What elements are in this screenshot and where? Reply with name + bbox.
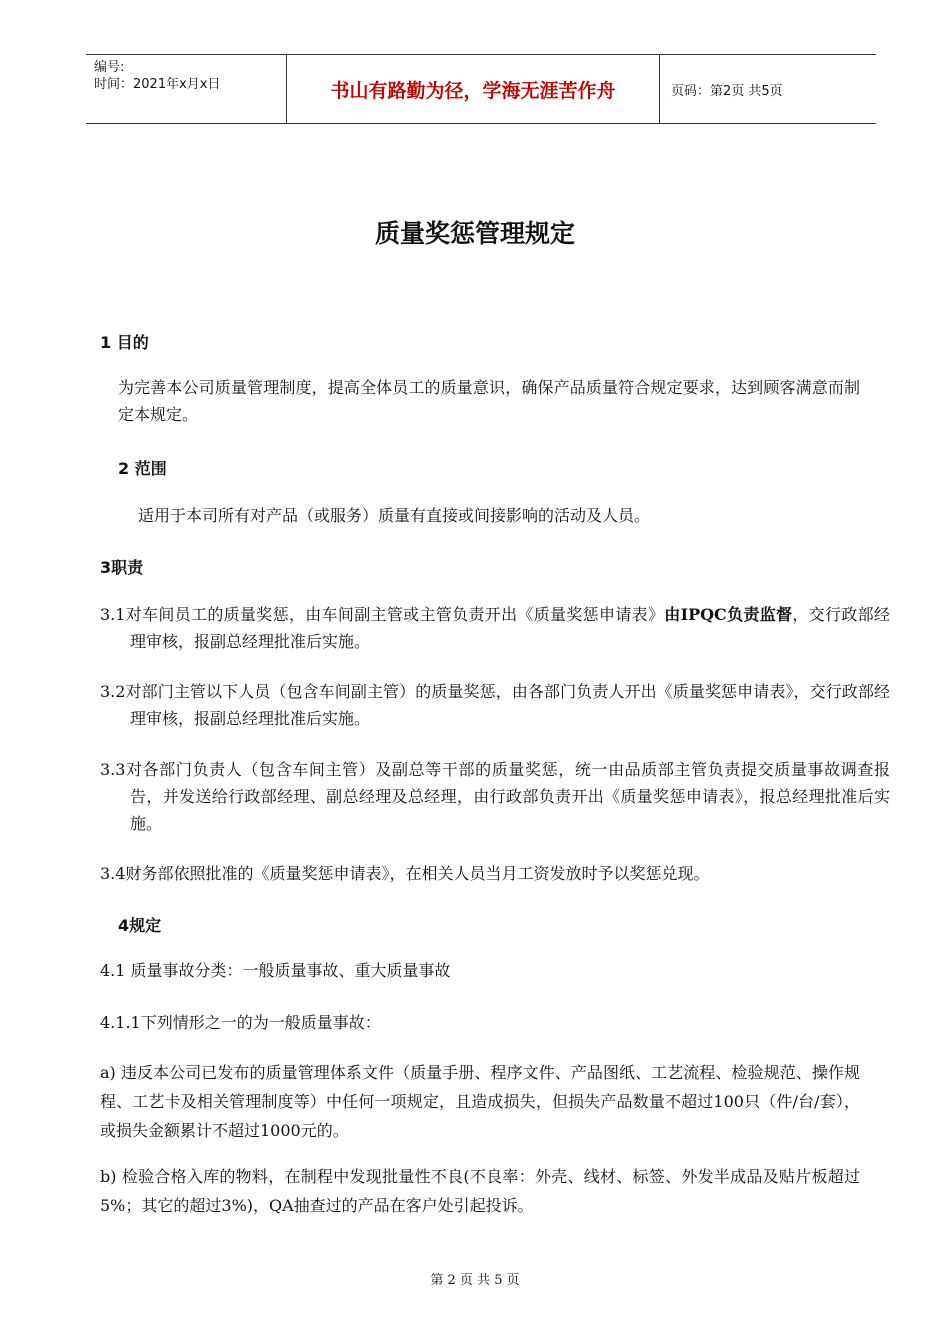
section-3-heading: 3职责	[100, 558, 144, 577]
header-page-number: 页码：第2页 共5页	[671, 83, 783, 99]
clause-3-3: 3.3对各部门负责人（包含车间主管）及副总等干部的质量奖惩，统一由品质部主管负责提交质量事故调查报告，并发送给行政部经理、副总经理及总经理，由行政部负责开出《质量奖惩申请表》，报总经理批准后实施。	[100, 760, 890, 833]
clause-item-a: a) 违反本公司已发布的质量管理体系文件（质量手册、程序文件、产品图纸、工艺流程、检验规范、操作规程、工艺卡及相关管理制度等）中任何一项规定，且造成损失，但损失产品数量不超过100只（件/台/套），或损失金额累计不超过1000元的。	[100, 1063, 860, 1140]
section-4-heading: 4规定	[118, 916, 162, 935]
clause-item-b: b) 检验合格入库的物料，在制程中发现批量性不良(不良率：外壳、线材、标签、外发半成品及贴片板超过5%；其它的超过3%)，QA抽查过的产品在客户处引起投诉。	[100, 1167, 860, 1215]
clause-3-4: 3.4财务部依照批准的《质量奖惩申请表》，在相关人员当月工资发放时予以奖惩兑现。	[100, 864, 710, 883]
clause-4-1-1: 4.1.1下列情形之一的为一般质量事故：	[100, 1013, 381, 1032]
document-title: 质量奖惩管理规定	[374, 219, 575, 248]
section-2-heading: 2 范围	[118, 459, 167, 478]
section-2-text: 适用于本司所有对产品（或服务）质量有直接或间接影响的活动及人员。	[138, 506, 651, 525]
doc-code-label: 编号:	[94, 60, 125, 75]
header-motto: 书山有路勤为径，学海无涯苦作舟	[287, 55, 660, 123]
clause-3-1-text-a: 3.1对车间员工的质量奖惩，由车间副主管或主管负责开出《质量奖惩申请表》	[100, 605, 665, 624]
page-header	[86, 54, 876, 124]
clause-3-2: 3.2对部门主管以下人员（包含车间副主管）的质量奖惩，由各部门负责人开出《质量奖惩申请表》，交行政部经理审核，报副总经理批准后实施。	[100, 682, 890, 728]
clause-4-1: 4.1 质量事故分类：一般质量事故、重大质量事故	[100, 961, 451, 980]
clause-3-1-text-b: ，交行政部经理审核，报副总经理批准后实施。	[130, 605, 890, 651]
clause-3-1	[100, 601, 890, 655]
doc-time-label: 时间：2021年x月x日	[94, 77, 221, 92]
clause-3-1-bold: 由IPQC负责监督	[664, 605, 793, 624]
section-1-heading: 1 目的	[100, 333, 149, 352]
page-footer: 第 2 页 共 5 页	[430, 1273, 520, 1288]
section-1-text: 为完善本公司质量管理制度，提高全体员工的质量意识，确保产品质量符合规定要求，达到顾客满意而制定本规定。	[118, 378, 860, 424]
header-meta	[86, 55, 287, 123]
